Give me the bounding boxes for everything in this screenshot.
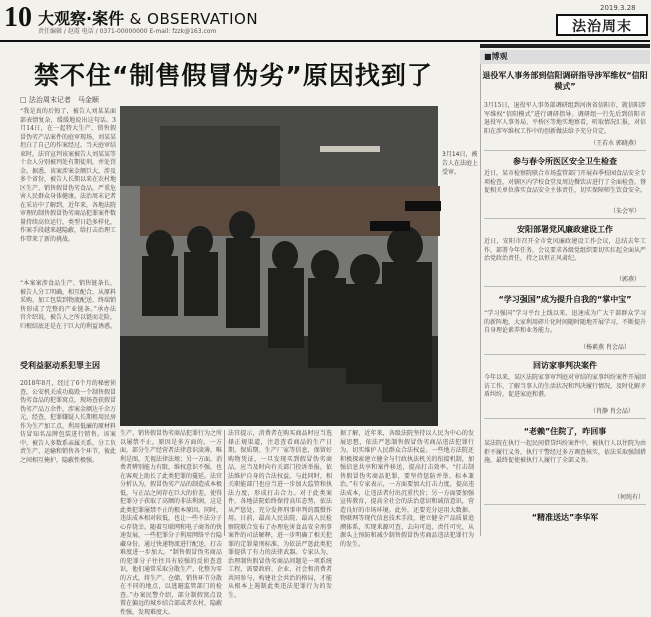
- newspaper-logo: 法治周末: [556, 14, 648, 36]
- article-col1-para1: “我是真的后悔了，被告人刘某某面部表情复杂，缓缓地说出这句话。3月14日，在一起特大生产、销售假冒伪劣产品案件的庭审现场，刘某某坦白了自己的作案经过。当天庭审结束时，法官宣判该案被告人刘某某等十余人分别被判处有期徒刑，并处罚金。据悉，该案涉案金额巨大，涉及多个省份，被告人长期以来在农村地区生产、销售假冒伪劣食品，严重危害人民群众身体健康。法治周末记者在采访中了解到，近年来，各地法院审理的制售假冒伪劣商品犯罪案件数量持续高位运行，类型日趋多样化，作案手段越来越隐蔽，给打击治理工作带来了新的挑战。: [20, 108, 117, 243]
- sidebar-item-sig: （郭燕）: [616, 276, 641, 283]
- sidebar-item-sig: （杨素燕 肖会品）: [580, 344, 630, 351]
- header-rule: [0, 40, 650, 42]
- courtroom-photo-graphic: [120, 106, 438, 426]
- sidebar-separator: [484, 354, 646, 355]
- sidebar-item-title: “学习强国”成为提升自我的“掌中宝”: [498, 295, 632, 304]
- issue-date: 2019.3.28: [600, 4, 636, 12]
- article-byline: [20, 95, 99, 105]
- sidebar-top-rule: [480, 44, 650, 48]
- sidebar-separator: [484, 218, 646, 219]
- sidebar-item-sig: （何纯有）: [614, 494, 645, 501]
- sidebar-item-text: 某法院在执行一起民间借贷纠纷案件中，被执行人以住院为由拒不履行义务，执行干警经过多方调查核实，依法采取强制措施，最终促使被执行人履行了全部义务。: [484, 440, 647, 464]
- article-col2: 生产、销售假冒伪劣商品犯罪行为之所以屡禁不止，原因是多方面的。一方面，部分生产经营者法律意识淡薄，唯利是图，无视法律法规；另一方面，消费者辨别能力有限，维权意识不强，也在客观上助长了此类犯罪的蔓延。法官分析认为，假冒伪劣产品的制造成本极低，与正品之间存在巨大的价差，使得犯罪分子获取了高额的非法利润，这是此类犯罪屡禁不止的根本原因。同时，违法成本相对较低，也让一些不法分子心存侥幸。随着互联网和电子商务的快速发展，一些犯罪分子利用网络平台隐藏身份，通过快递物流进行配送，打击难度进一步加大。“制售假冒伪劣商品的犯罪分子往往具有较强的反侦查意识，他们通常采取分散生产、化整为零的方式，将生产、仓储、销售环节分散在不同的地点，以逃避监管部门的检查。”办案民警介绍，部分制假窝点设置在偏远的城乡结合部或者农村，隐蔽性强，发现难度大。: [120, 430, 223, 616]
- article-col4: 据了解，近年来，各级法院坚持以人民为中心的发展思想，依法严惩制售假冒伪劣商品违法犯罪行为，切实维护人民群众合法权益。一些地方法院还积极探索建立健全与行政执法机关的衔接机制，加强信息共享和案件移送，提高打击效率。“打击制售假冒伪劣商品犯罪，要坚持惩防并举、标本兼治。”有专家表示，一方面要加大打击力度，提高违法成本，让违法者付出沉重代价；另一方面要加强宣传教育，提高全社会的法治意识和诚信意识，营造良好的市场环境。此外，还要充分运用大数据、物联网等现代信息技术手段，建立健全产品质量追溯体系，实现来源可查、去向可追、责任可究，从源头上预防和减少制售假冒伪劣商品违法犯罪行为的发生。: [340, 430, 474, 548]
- sidebar-header: ■博观: [480, 50, 650, 64]
- column-divider: [224, 430, 225, 536]
- sidebar-item-title: 回访家事判决案件: [533, 361, 597, 370]
- sidebar-item-title: “精准送达”李华军: [531, 513, 599, 522]
- article-byline-text: □ 法治周末记者 马金顺: [20, 96, 99, 104]
- article-headline: 禁不住“制售假冒伪劣”原因找到了: [34, 61, 433, 90]
- sidebar-item-title: “老赖”住院了，咋回事: [523, 427, 607, 436]
- courtroom-photo: [120, 106, 438, 426]
- sidebar-separator: [484, 150, 646, 151]
- article-col1-para3: 2018年8月，经过了6个月的秘密侦查，公安机关成功捣毁一个制售假冒伪劣食品的犯罪窝点，现场查获假冒伪劣产品万余件，涉案金额达千余万元。经查，犯罪嫌疑人长期租用民房作为生产加工点，利用低廉的原材料仿冒知名品牌包装进行销售。该案中，被告人多数系亲属关系，分工负责生产、运输和销售各个环节，彼此之间相互掩护，隐蔽性极强。: [20, 380, 117, 464]
- article-col1-para2: “本案案涉食品生产、销售链条长，被告人分工明确，相互配合，从原料采购、加工包装到物流配送、终端销售形成了完整的产业链条。”承办法官介绍说，被告人之所以铤而走险，归根结底还是在于巨大的利益诱惑。: [20, 280, 117, 330]
- sidebar-item-title: 退役军人事务部到信阳调研指导涉军维权“信阳模式”: [482, 71, 648, 91]
- sidebar-item-sig: （王若水 郭晓燕）: [590, 140, 640, 147]
- sidebar-item-sig: （肖静 肖会品）: [590, 408, 634, 415]
- sidebar-item-title: 安阳部署党风廉政建设工作: [517, 225, 613, 234]
- section-title-cn: 大观察·案件: [38, 9, 125, 28]
- photo-caption: 3月14日，被告人在法庭上受审。: [442, 151, 479, 176]
- article-col4-top: [440, 200, 474, 426]
- sidebar-item-text: 近日，安阳市召开全市党风廉政建设工作会议，总结去年工作，部署今年任务，会议要求各级党组织要切实扛起全面从严治党政治责任，持之以恒正风肃纪。: [484, 238, 647, 262]
- article-col3: 法官提示，消费者在购买商品时应当选择正规渠道，注意查看商品的生产日期、保质期、生产厂家等信息，保留好购物凭证，一旦发现买到假冒伪劣商品，应当及时向有关部门投诉举报，依法维护自身的合法权益。与此同时，相关职能部门也应当进一步加大监管和执法力度，形成打击合力。对于此类案件，各地法院始终保持高压态势，依法从严惩处，充分发挥刑事审判的震慑作用。日前，最高人民法院、最高人民检察院联合发布了办理危害食品安全刑事案件的司法解释，进一步明确了相关犯罪的定罪量刑标准，为依法严惩此类犯罪提供了有力的法律武器。专家认为，治理制售假冒伪劣商品问题是一项系统工程，需要政府、企业、社会和消费者共同参与，构建社会共治的格局，才能从根本上遏制此类违法犯罪行为的发生。: [228, 430, 332, 599]
- page-number: 10: [4, 2, 32, 33]
- section-title-en: & OBSERVATION: [129, 10, 259, 28]
- header-info: 责任编辑 / 赵霞 电话 / 0371-00000000 E-mail: fzzk@163.com: [38, 28, 217, 35]
- sidebar-separator: [484, 418, 646, 419]
- sidebar-separator: [484, 286, 646, 287]
- sidebar-item-text: 今年以来，某区法院家事审判庭对审结的家事纠纷案件开展回访工作，了解当事人的生活状况和判决履行情况，及时化解矛盾纠纷，促进家庭和谐。: [484, 374, 647, 398]
- subhead-1: 受利益驱动系犯罪主因: [20, 361, 100, 370]
- sidebar-separator: [484, 504, 646, 505]
- sidebar-item-text: 近日，某市检察院联合市场监管部门开展春季校园食品安全专项检查，对辖区内学校食堂及周边餐饮店进行了全面检查，督促相关单位落实食品安全主体责任，切实保障师生饮食安全。: [484, 170, 647, 194]
- sidebar-item-text: “学习强国”学习平台上线以来，迅速成为广大干部群众学习的新阵地，大家利用碎片化时间随时随地开展学习，不断提升自身理论素养和业务能力。: [484, 310, 647, 334]
- sidebar-item-title: 参与春令所医区安全卫生检查: [513, 157, 617, 166]
- sidebar-item-text: 3月15日，退役军人事务部调研组到河南省信阳市，就信阳涉军维权“信阳模式”进行调研指导。调研组一行先后到信阳市退役军人事务局、平桥区等地实地察看，听取情况汇报，对信阳在涉军维权工作中的创新做法给予充分肯定。: [484, 102, 647, 135]
- sidebar-item-sig: （朱会军）: [610, 208, 641, 215]
